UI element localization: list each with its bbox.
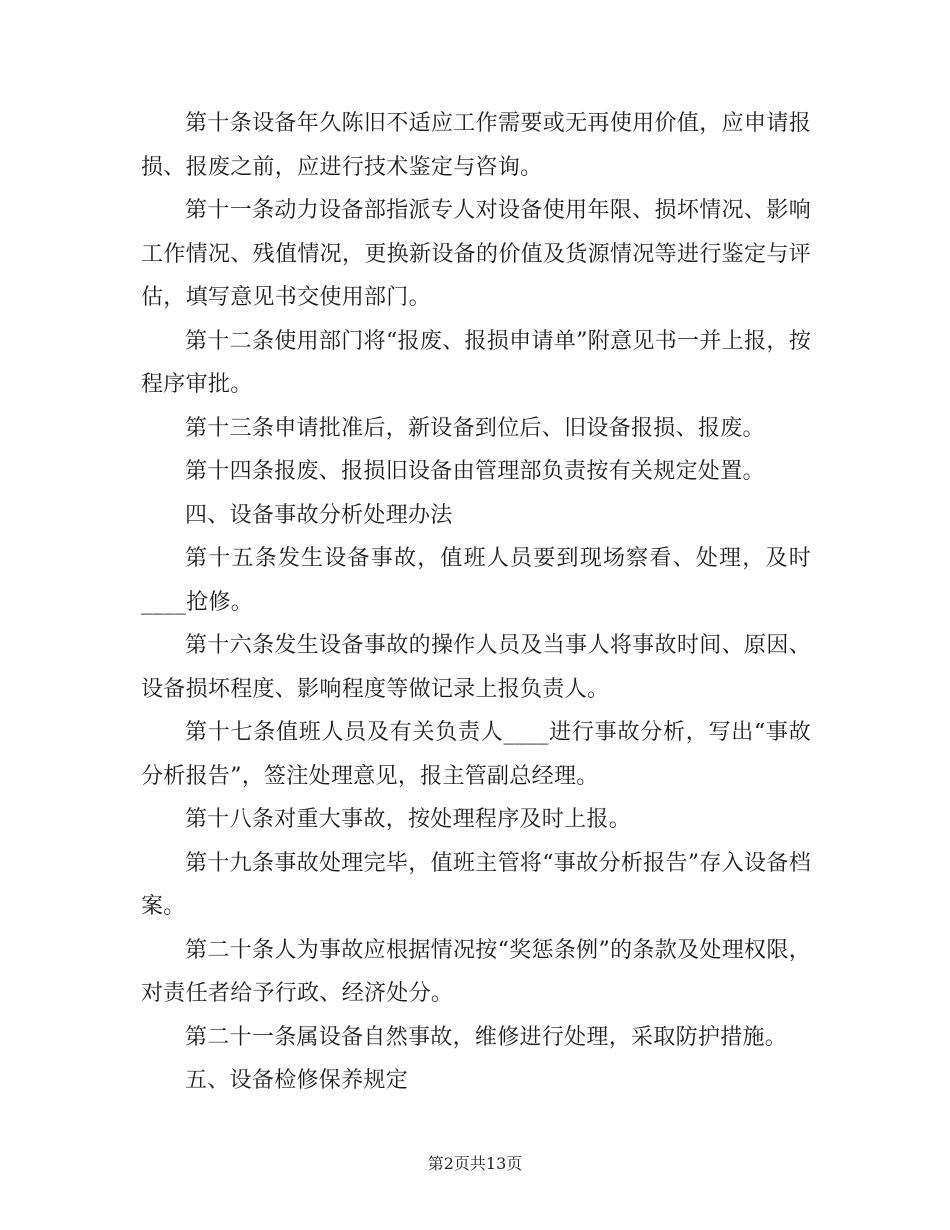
paragraph: 第十六条发生设备事故的操作人员及当事人将事故时间、原因、设备损坏程度、影响程度等做记录上报负责人。	[141, 633, 811, 702]
paragraph: 第二十条人为事故应根据情况按“奖惩条例”的条款及处理权限，对责任者给予行政、经济处分。	[141, 937, 811, 1006]
document-body	[141, 102, 811, 1103]
paragraph: 第二十一条属设备自然事故，维修进行处理，采取防护措施。	[185, 1024, 788, 1050]
section-heading: 五、设备检修保养规定	[185, 1068, 409, 1093]
paragraph: 第十四条报废、报损旧设备由管理部负责按有关规定处置。	[185, 459, 765, 484]
paragraph: 第十条设备年久陈旧不适应工作需要或无再使用价值，应申请报损、报废之前，应进行技术鉴定与咨询。	[141, 111, 811, 180]
paragraph: 第十三条申请批准后，新设备到位后、旧设备报损、报废。	[185, 415, 765, 441]
section-heading: 四、设备事故分析处理办法	[185, 502, 453, 528]
paragraph: 第十八条对重大事故，按处理程序及时上报。	[185, 807, 632, 832]
paragraph: 第十七条值班人员及有关负责人____进行事故分析，写出“事故分析报告”，签注处理意见，报主管副总经理。	[141, 720, 811, 789]
page-number-footer: 第2页共13页	[427, 1154, 523, 1173]
paragraph: 第十二条使用部门将“报废、报损申请单”附意见书一并上报，按程序审批。	[141, 328, 811, 397]
paragraph: 第十五条发生设备事故，值班人员要到现场察看、处理，及时____抢修。	[141, 546, 811, 615]
paragraph: 第十一条动力设备部指派专人对设备使用年限、损坏情况、影响工作情况、残值情况，更换新设备的价值及货源情况等进行鉴定与评估，填写意见书交使用部门。	[141, 198, 811, 310]
paragraph: 第十九条事故处理完毕，值班主管将“事故分析报告”存入设备档案。	[141, 850, 811, 919]
